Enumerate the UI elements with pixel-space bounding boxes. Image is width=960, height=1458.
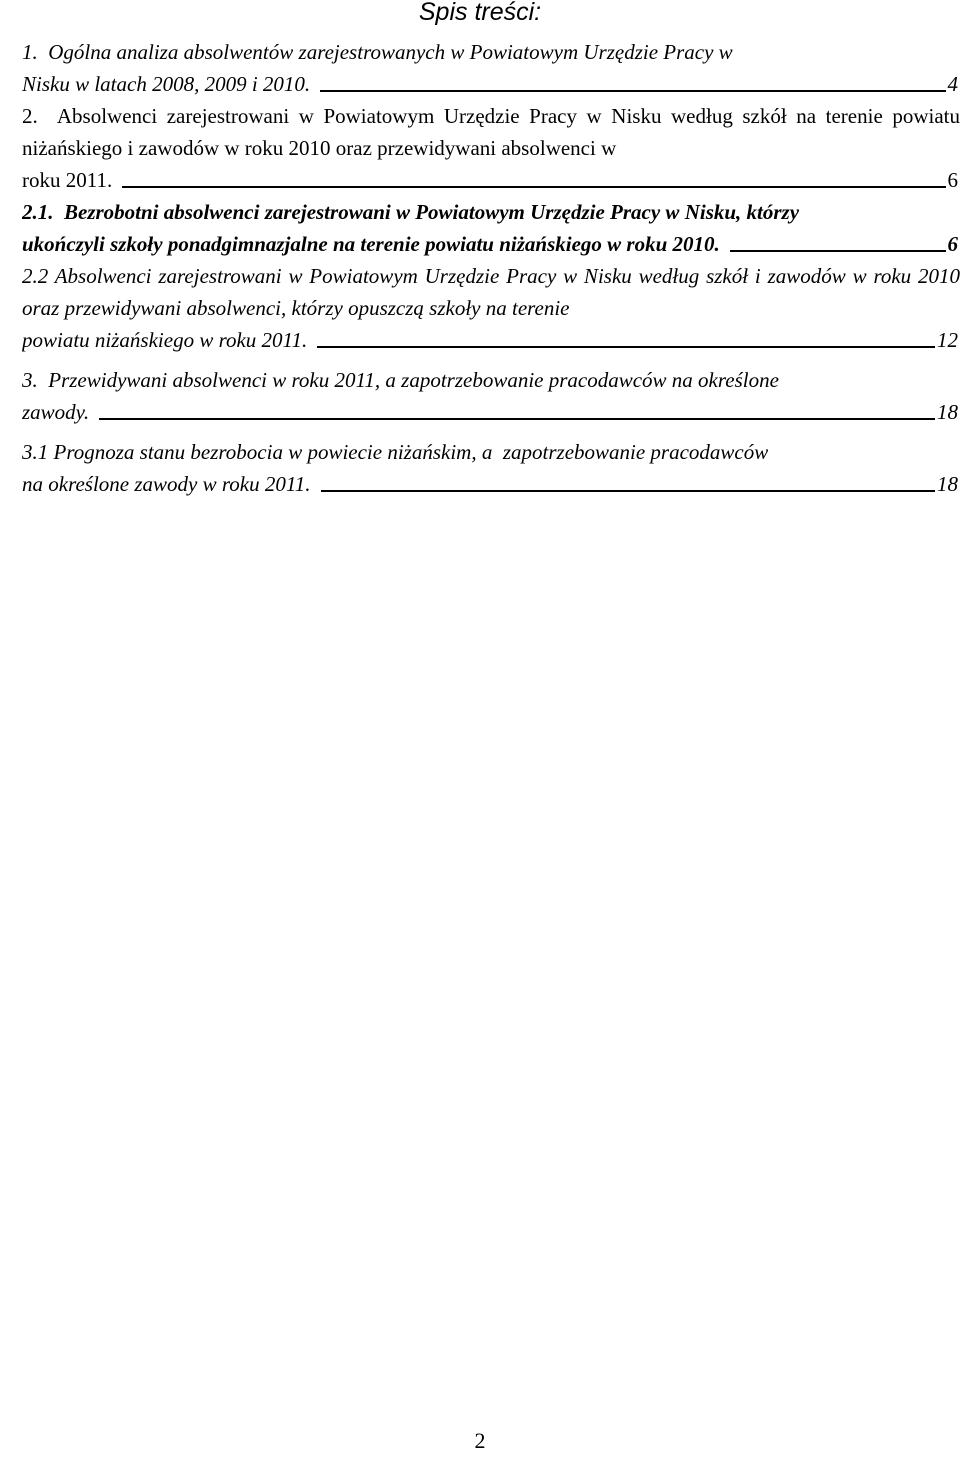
toc-entry-text: 3.1 Prognoza stanu bezrobocia w powiecie niżańskim, a zapotrzebowanie pracodawców: [22, 440, 769, 464]
toc-entry-text-end: na określone zawody w roku 2011.: [22, 472, 311, 496]
toc-entry-text-end: powiatu niżańskiego w roku 2011.: [22, 328, 308, 352]
table-of-contents: [22, 36, 960, 500]
toc-entry-text-end: roku 2011.: [22, 168, 113, 192]
toc-page-number: 12: [937, 328, 958, 352]
dot-leader: [321, 490, 935, 492]
dot-leader: [99, 418, 935, 420]
toc-page-number: 18: [937, 472, 958, 496]
toc-entry-text: 2. Absolwenci zarejestrowani w Powiatowym Urzędzie Pracy w Nisku według szkół na terenie powiatu niżańskiego i zawodów w roku 2010 oraz przewidywani absolwenci w: [22, 104, 960, 160]
toc-entry-3[interactable]: [22, 364, 960, 428]
page-number: 2: [474, 1428, 486, 1453]
toc-entry-2-2[interactable]: [22, 260, 960, 356]
spacer: [22, 428, 960, 436]
toc-entry-text: 2.2 Absolwenci zarejestrowani w Powiatowym Urzędzie Pracy w Nisku według szkół i zawodów w roku 2010 oraz przewidywani absolwenci, którzy opuszczą szkoły na terenie: [22, 264, 960, 320]
dot-leader: [317, 346, 935, 348]
toc-entry-text-end: Nisku w latach 2008, 2009 i 2010.: [22, 72, 311, 96]
toc-title: Spis treści:: [418, 0, 542, 26]
dot-leader: [320, 90, 945, 92]
toc-page-number: 4: [947, 72, 958, 96]
toc-entry-2[interactable]: [22, 100, 960, 196]
toc-page-number: 6: [947, 168, 958, 192]
toc-entry-text-end: ukończyli szkoły ponadgimnazjalne na terenie powiatu niżańskiego w roku 2010.: [22, 232, 720, 256]
toc-entry-text-end: zawody.: [22, 400, 90, 424]
toc-entry-3-1[interactable]: [22, 436, 960, 500]
toc-entry-1[interactable]: [22, 36, 960, 100]
toc-entry-text: 3. Przewidywani absolwenci w roku 2011, a zapotrzebowanie pracodawców na określone: [22, 368, 779, 392]
toc-page-number: 18: [937, 400, 958, 424]
toc-page-number: 6: [947, 232, 958, 256]
dot-leader: [122, 186, 945, 188]
toc-entry-text: 1. Ogólna analiza absolwentów zarejestrowanych w Powiatowym Urzędzie Pracy w: [22, 40, 733, 64]
toc-entry-2-1[interactable]: [22, 196, 960, 260]
toc-entry-text: 2.1. Bezrobotni absolwenci zarejestrowani w Powiatowym Urzędzie Pracy w Nisku, którzy: [22, 200, 800, 224]
spacer: [22, 356, 960, 364]
dot-leader: [730, 250, 946, 252]
